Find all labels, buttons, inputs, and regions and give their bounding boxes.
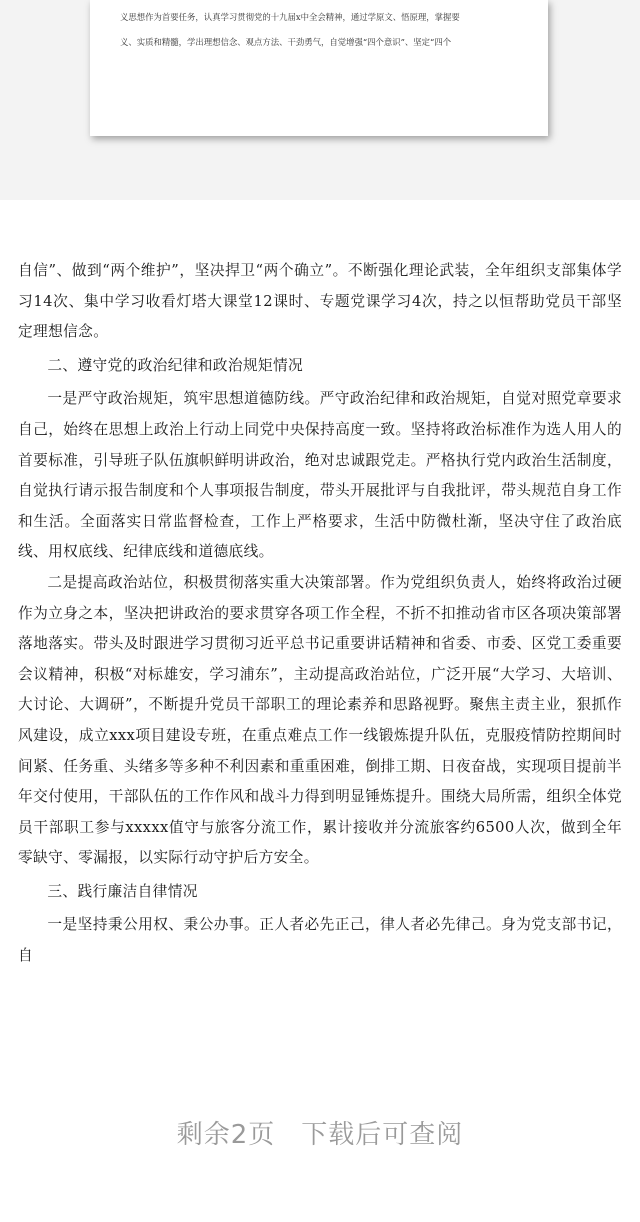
- previous-page-line: 义、实质和精髓，学出理想信念、观点方法、干劲勇气，自觉增强“四个意识”、坚定“四个: [120, 37, 452, 47]
- paragraph: 一是坚持秉公用权、秉公办事。正人者必先正己，律人者必先律己。身为党支部书记，自: [18, 916, 622, 965]
- section-heading-2: 二、遵守党的政治纪律和政治规矩情况: [47, 356, 304, 374]
- previous-page-line: 义思想作为首要任务，认真学习贯彻党的十九届x中全会精神，通过学原文、悟原理，掌握要: [120, 12, 460, 22]
- document-body: [18, 256, 622, 972]
- section-heading-3: 三、践行廉洁自律情况: [47, 882, 198, 900]
- paragraph: 二是提高政治站位，积极贯彻落实重大决策部署。作为党组织负责人，始终将政治过硬作为立身之本，坚决把讲政治的要求贯穿各项工作全程，不折不扣推动省市区各项决策部署落地落实。带头及时跟进学习贯彻习近平总书记重要讲话精神和省委、市委、区党工委重要会议精神，积极“对标雄安，学习浦东”，主动提高政治站位，广泛开展“大学习、大培训、大讨论、大调研”，不断提升党员干部职工的理论素养和思路视野。聚焦主责主业，狠抓作风建设，成立xxx项目建设专班，在重点难点工作一线锻炼提升队伍，克服疫情防控期间时间紧、任务重、头绪多等多种不利因素和重重困难，倒排工期、日夜奋战，实现项目提前半年交付使用，干部队伍的工作作风和战斗力得到明显锤炼提升。围绕大局所需，组织全体党员干部职工参与xxxxx值守与旅客分流工作，累计接收并分流旅客约6500人次，做到全年零缺守、零漏报，以实际行动守护后方安全。: [18, 573, 622, 867]
- paragraph-continuation: 自信”、做到“两个维护”，坚决捍卫“两个确立”。不断强化理论武装，全年组织支部集体学习14次、集中学习收看灯塔大课堂12课时、专题党课学习4次，持之以恒帮助党员干部坚定理想信念。: [18, 262, 622, 341]
- download-prompt[interactable]: [0, 1100, 640, 1222]
- paragraph: 一是严守政治规矩，筑牢思想道德防线。严守政治纪律和政治规矩，自觉对照党章要求自己，始终在思想上政治上行动上同党中央保持高度一致。坚持将政治标准作为选人用人的首要标准，引导班子队伍旗帜鲜明讲政治，绝对忠诚跟党走。严格执行党内政治生活制度，自觉执行请示报告制度和个人事项报告制度，带头开展批评与自我批评，带头规范自身工作和生活。全面落实日常监督检查，工作上严格要求，生活中防微杜渐，坚决守住了政治底线、用权底线、纪律底线和道德底线。: [18, 390, 622, 561]
- previous-page-card: [90, 0, 548, 136]
- download-hint-label: 下载后可查阅: [301, 1120, 464, 1150]
- previous-page-area: [0, 0, 640, 200]
- remaining-pages-label: 剩余2页: [176, 1120, 276, 1150]
- remaining-pages-notice[interactable]: [0, 1114, 640, 1151]
